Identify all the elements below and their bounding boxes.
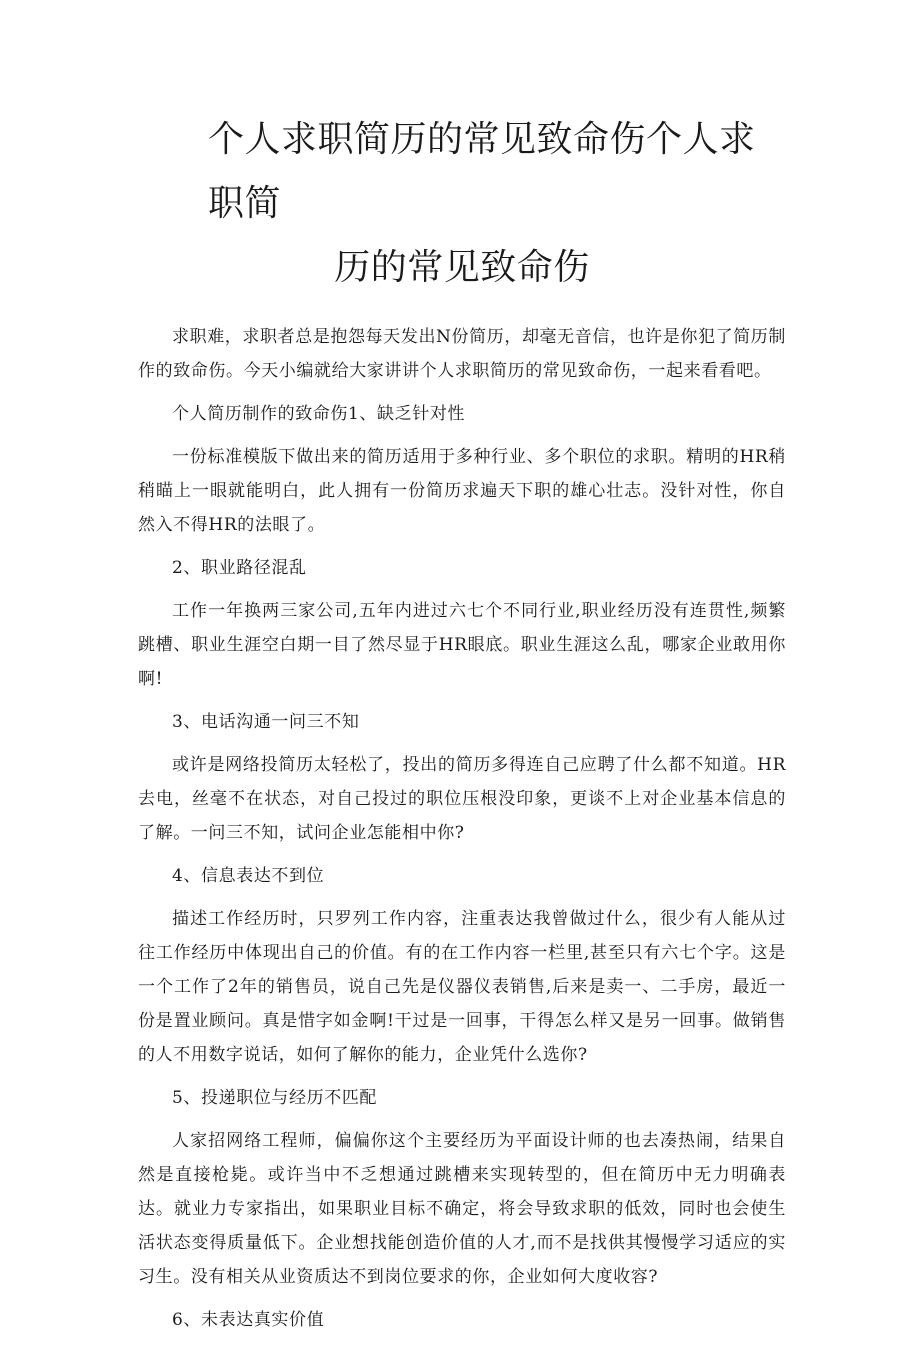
- document-title: [138, 108, 786, 300]
- section-heading-1: 个人简历制作的致命伤1、缺乏针对性: [172, 404, 466, 424]
- section-heading-3: 3、电话沟通一问三不知: [172, 712, 360, 732]
- intro-paragraph: 求职难，求职者总是抱怨每天发出N份简历，却毫无音信，也许是你犯了简历制作的致命伤。今天小编就给大家讲讲个人求职简历的常见致命伤，一起来看看吧。: [138, 327, 786, 381]
- section-heading-6: 6、未表达真实价值: [172, 1310, 325, 1330]
- section-paragraph-1: 一份标准模版下做出来的简历适用于多种行业、多个职位的求职。精明的HR稍稍瞄上一眼就能明白，此人拥有一份简历求遍天下职的雄心壮志。没针对性，你自然入不得HR的法眼了。: [138, 447, 786, 535]
- section-heading-2: 2、职业路径混乱: [172, 558, 307, 578]
- document-page: [138, 108, 786, 1346]
- document-title-line-1: 个人求职简历的常见致命伤个人求职简: [208, 119, 756, 224]
- section-paragraph-5: 人家招网络工程师，偏偏你这个主要经历为平面设计师的也去凑热闹，结果自然是直接枪毙。或许当中不乏想通过跳槽来实现转型的，但在简历中无力明确表达。就业力专家指出，如果职业目标不确定，将会导致求职的低效，同时也会使生活状态变得质量低下。企业想找能创造价值的人才,而不是找供其慢慢学习适应的实习生。没有相关从业资质达不到岗位要求的你，企业如何大度收容?: [138, 1131, 786, 1287]
- document-title-line-2: 历的常见致命伤: [334, 247, 590, 288]
- section-paragraph-2: 工作一年换两三家公司,五年内进过六七个不同行业,职业经历没有连贯性,频繁跳槽、职业生涯空白期一目了然尽显于HR眼底。职业生涯这么乱，哪家企业敢用你啊!: [138, 601, 786, 689]
- section-paragraph-4: 描述工作经历时，只罗列工作内容，注重表达我曾做过什么，很少有人能从过往工作经历中体现出自己的价值。有的在工作内容一栏里,甚至只有六七个字。这是一个工作了2年的销售员，说自己先是仪器仪表销售,后来是卖一、二手房，最近一份是置业顾问。真是惜字如金啊!干过是一回事，干得怎么样又是另一回事。做销售的人不用数字说话，如何了解你的能力，企业凭什么选你?: [138, 909, 786, 1065]
- section-paragraph-3: 或许是网络投简历太轻松了，投出的简历多得连自己应聘了什么都不知道。HR去电，丝毫不在状态，对自己投过的职位压根没印象，更谈不上对企业基本信息的了解。一问三不知，试问企业怎能相中你?: [138, 755, 786, 843]
- section-heading-4: 4、信息表达不到位: [172, 866, 325, 886]
- section-heading-5: 5、投递职位与经历不匹配: [172, 1088, 378, 1108]
- document-body: [138, 320, 786, 1337]
